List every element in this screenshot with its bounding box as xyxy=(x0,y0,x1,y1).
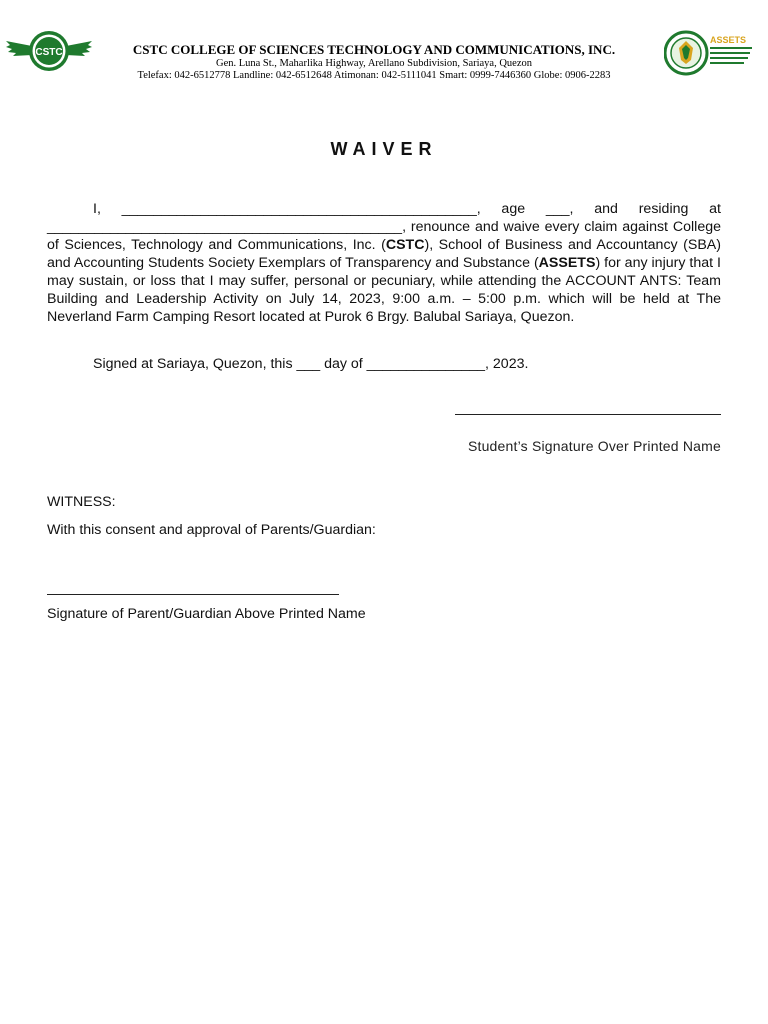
student-signature-line xyxy=(455,414,721,415)
waiver-text-part3: ) for any injury that I may sustain, or loss that I may suffer, personal or pecuniary, while attending the ACCOUNT ANTS: Team Building and Leadership Activity on July 14, 2023, 9:00 a.m. – 5:00 p.m. which will be held at The Neverland Farm Camping Resort located at Purok 6 Brgy. Balubal Sariaya, Quezon. xyxy=(47,255,721,325)
consent-text: With this consent and approval of Parents/Guardian: xyxy=(47,522,376,538)
parent-signature-line xyxy=(47,594,339,595)
witness-label: WITNESS: xyxy=(47,494,116,510)
waiver-paragraph xyxy=(47,200,721,326)
institution-address: Gen. Luna St., Maharlika Highway, Arellano Subdivision, Sariaya, Quezon xyxy=(215,58,532,69)
waiver-text-part1: I, _____________________________________________, age ___, and residing at _____________________________________________, renounce and waive every claim against College of Sciences, Technology and Communications, Inc. ( xyxy=(47,201,721,253)
waiver-text-part2: ), School of Business and Accountancy (SBA) and Accounting Students Society Exemplars of Transparency and Substance ( xyxy=(47,237,721,271)
cstc-logo-text: CSTC xyxy=(35,47,63,58)
parent-signature-label: Signature of Parent/Guardian Above Printed Name xyxy=(47,606,366,622)
cstc-bold: CSTC xyxy=(385,237,425,253)
assets-bold: ASSETS xyxy=(538,255,596,271)
institution-contacts: Telefax: 042-6512778 Landline: 042-6512648 Atimonan: 042-5111041 Smart: 0999-7446360 Globe: 0906-2283 xyxy=(137,70,611,81)
document-title: WAIVER xyxy=(330,139,438,159)
institution-name: CSTC COLLEGE OF SCIENCES TECHNOLOGY AND COMMUNICATIONS, INC. xyxy=(132,42,616,57)
assets-logo xyxy=(664,26,756,80)
signed-at-line: Signed at Sariaya, Quezon, this ___ day of _______________, 2023. xyxy=(93,356,529,372)
cstc-logo xyxy=(4,22,94,82)
student-signature-label: Student’s Signature Over Printed Name xyxy=(467,438,721,454)
assets-logo-text: ASSETS xyxy=(710,35,747,45)
